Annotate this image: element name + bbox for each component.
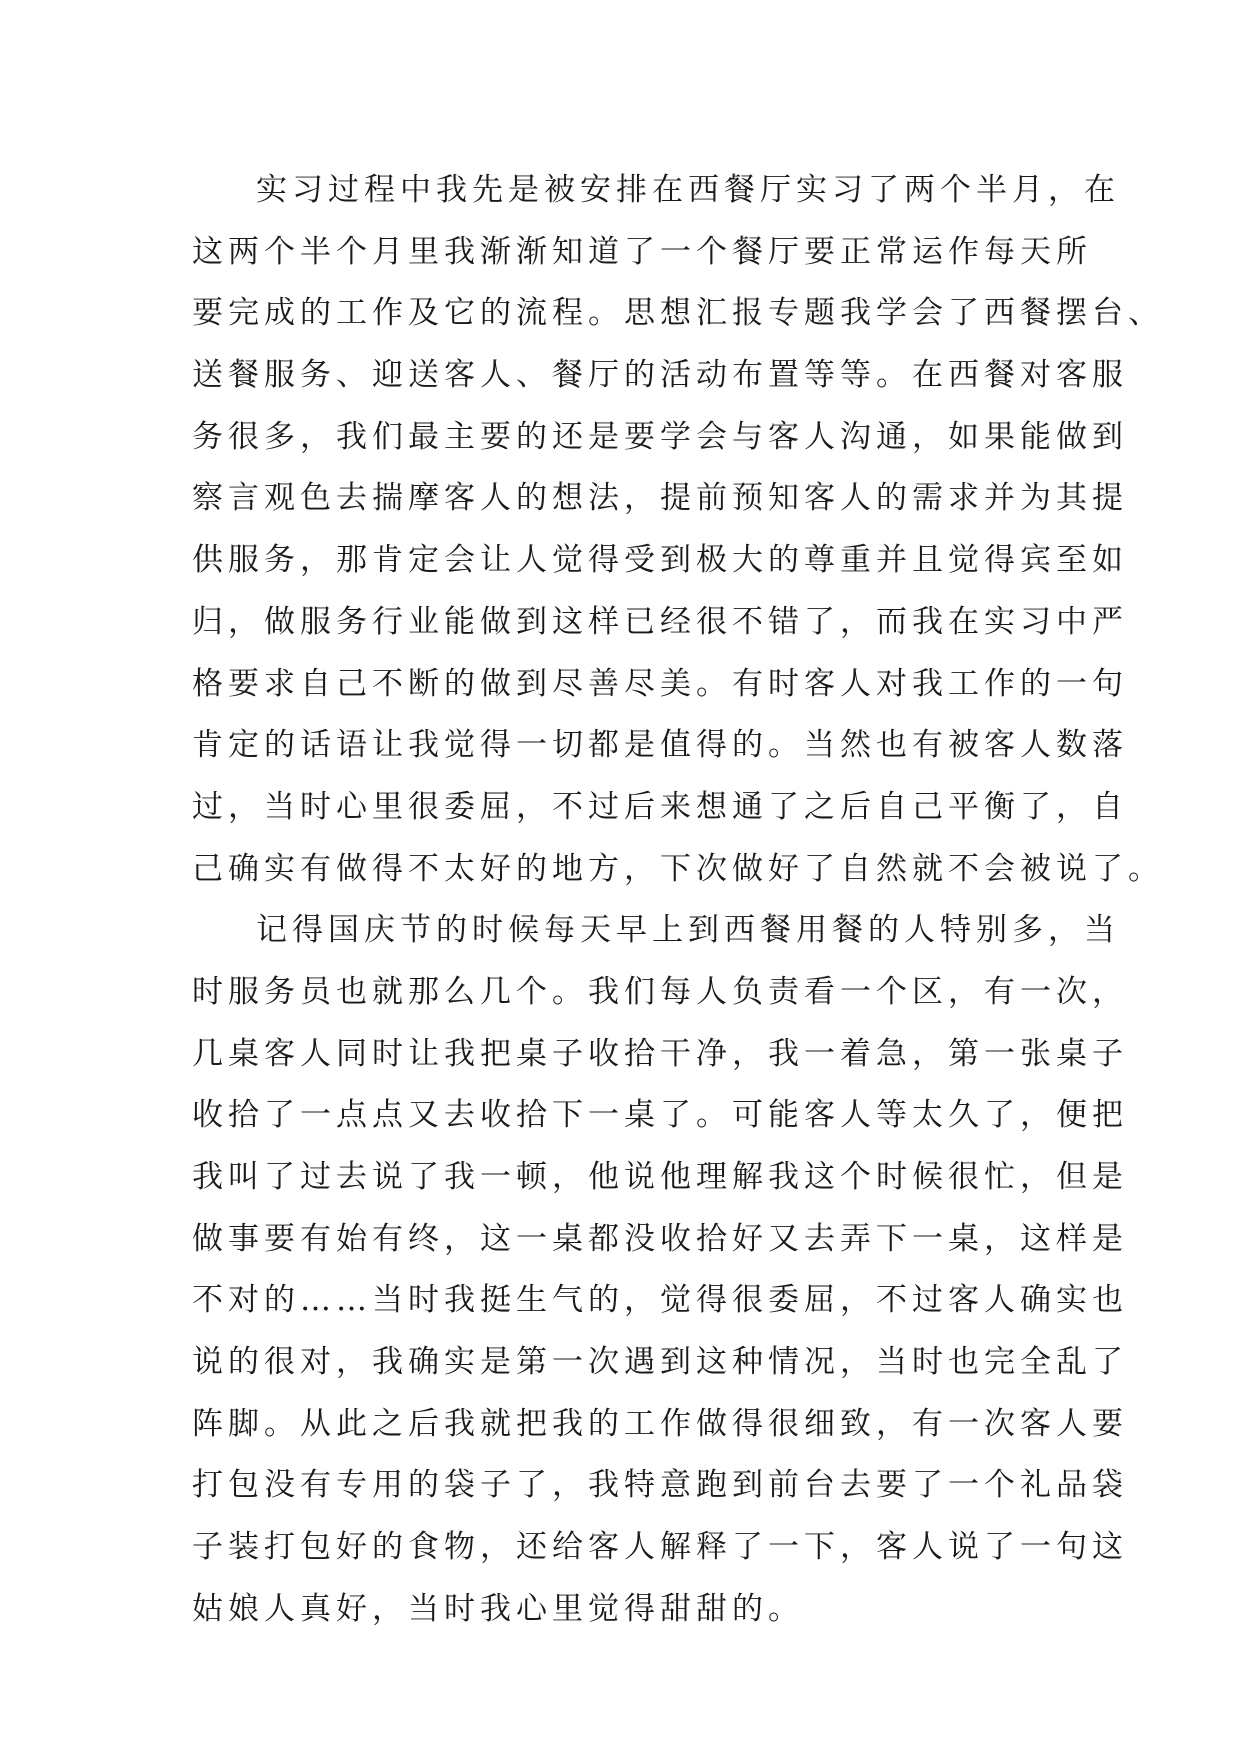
paragraph-1-line-10: 肯定的话语让我觉得一切都是值得的。当然也有被客人数落 — [192, 727, 1128, 764]
paragraph-1-line-7: 供服务，那肯定会让人觉得受到极大的尊重并且觉得宾至如 — [192, 542, 1128, 579]
body-text — [192, 160, 1164, 1641]
paragraph-2-line-1: 记得国庆节的时候每天早上到西餐用餐的人特别多，当 — [256, 912, 1120, 949]
paragraph-2-line-7: 不对的……当时我挺生气的，觉得很委屈，不过客人确实也 — [192, 1282, 1128, 1319]
paragraph-2-line-10: 打包没有专用的袋子了，我特意跑到前台去要了一个礼品袋 — [192, 1467, 1128, 1504]
paragraph-1-line-2: 这两个半个月里我渐渐知道了一个餐厅要正常运作每天所 — [192, 233, 1092, 270]
paragraph-2-line-3: 几桌客人同时让我把桌子收拾干净，我一着急，第一张桌子 — [192, 1035, 1128, 1072]
paragraph-1-line-11: 过，当时心里很委屈，不过后来想通了之后自己平衡了，自 — [192, 788, 1128, 825]
paragraph-1-line-6: 察言观色去揣摩客人的想法，提前预知客人的需求并为其提 — [192, 480, 1128, 517]
paragraph-1-line-3: 要完成的工作及它的流程。思想汇报专题我学会了西餐摆台、 — [192, 295, 1164, 332]
paragraph-1-line-9: 格要求自己不断的做到尽善尽美。有时客人对我工作的一句 — [192, 665, 1128, 702]
paragraph-2-line-12: 姑娘人真好，当时我心里觉得甜甜的。 — [192, 1590, 804, 1627]
paragraph-2-line-8: 说的很对，我确实是第一次遇到这种情况，当时也完全乱了 — [192, 1344, 1128, 1381]
paragraph-2-line-9: 阵脚。从此之后我就把我的工作做得很细致，有一次客人要 — [192, 1405, 1128, 1442]
paragraph-2-line-11: 子装打包好的食物，还给客人解释了一下，客人说了一句这 — [192, 1529, 1128, 1566]
paragraph-1-line-4: 送餐服务、迎送客人、餐厅的活动布置等等。在西餐对客服 — [192, 357, 1128, 394]
paragraph-2-line-6: 做事要有始有终，这一桌都没收拾好又去弄下一桌，这样是 — [192, 1220, 1128, 1257]
paragraph-2-line-2: 时服务员也就那么几个。我们每人负责看一个区，有一次， — [192, 973, 1128, 1010]
paragraph-1-line-1: 实习过程中我先是被安排在西餐厅实习了两个半月，在 — [256, 172, 1120, 208]
paragraph-1-line-8: 归，做服务行业能做到这样已经很不错了，而我在实习中严 — [192, 603, 1128, 640]
paragraph-2-line-4: 收拾了一点点又去收拾下一桌了。可能客人等太久了，便把 — [192, 1097, 1128, 1134]
paragraph-2-line-5: 我叫了过去说了我一顿，他说他理解我这个时候很忙，但是 — [192, 1159, 1128, 1195]
paragraph-1-line-5: 务很多，我们最主要的还是要学会与客人沟通，如果能做到 — [192, 418, 1128, 455]
paragraph-1-line-12: 己确实有做得不太好的地方，下次做好了自然就不会被说了。 — [192, 850, 1164, 887]
